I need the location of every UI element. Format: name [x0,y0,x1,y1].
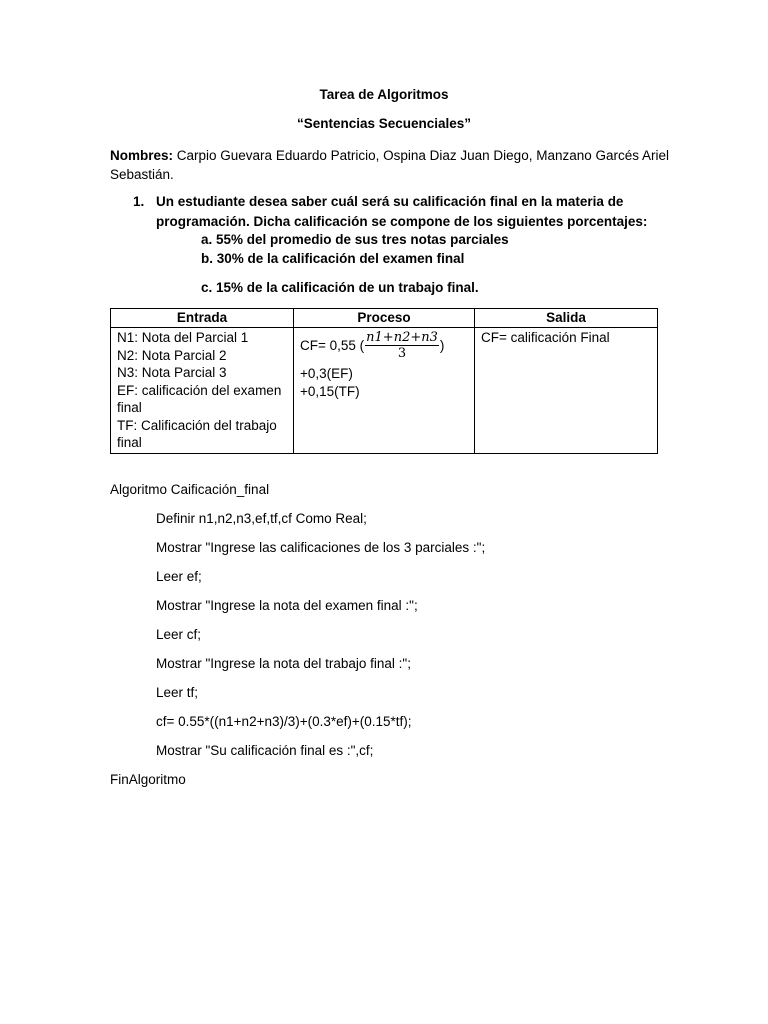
option-c: c. 15% de la calificación de un trabajo final. [201,280,479,295]
table-header-row [111,309,658,328]
entrada-item: N3: Nota Parcial 3 [117,365,227,380]
option-a: a. 55% del promedio de sus tres notas parciales [201,232,509,247]
names-paragraph [110,146,670,184]
table-row [111,328,658,454]
question-text: Un estudiante desea saber cuál será su calificación final en la materia de programación. Dicha calificación se compone de los siguientes porcentajes: [156,194,648,229]
header-entrada: Entrada [111,309,294,328]
question-number: 1. [133,194,145,209]
algorithm-line: Mostrar "Ingrese la nota del examen final :"; [156,598,418,613]
entrada-item: TF: Calificación del trabajo final [117,417,277,450]
algorithm-header: Algoritmo Caificación_final [110,482,270,497]
algorithm-line: Mostrar "Ingrese la nota del trabajo final :"; [156,656,411,671]
cell-salida: CF= calificación Final [474,328,657,454]
algorithm-line: Mostrar "Su calificación final es :",cf; [156,743,374,758]
algorithm-line: Leer cf; [156,627,202,642]
algorithm-line: Leer ef; [156,569,202,584]
header-salida: Salida [474,309,657,328]
proceso-line: +0,15(TF) [300,383,360,399]
proceso-line: +0,3(EF) [300,366,353,381]
ipo-table [110,308,658,454]
algorithm-line: Leer tf; [156,685,199,700]
fraction-numerator: n1+n2+n3 [366,330,438,345]
cell-proceso [294,328,475,454]
entrada-item: EF: calificación del examen final [117,382,282,415]
entrada-item: N1: Nota del Parcial 1 [117,330,249,345]
document-subtitle: “Sentencias Secuenciales” [296,116,472,131]
formula-suffix: ) [439,337,445,353]
entrada-item: N2: Nota Parcial 2 [117,347,227,363]
names-label: Nombres: [110,148,174,163]
names-value: Carpio Guevara Eduardo Patricio, Ospina Diaz Juan Diego, Manzano Garcés Ariel Sebastián. [110,148,670,182]
algorithm-line: Mostrar "Ingrese las calificaciones de los 3 parciales :"; [156,540,486,555]
cell-entrada [111,328,294,454]
option-b: b. 30% de la calificación del examen final [201,251,465,266]
algorithm-line: cf= 0.55*((n1+n2+n3)/3)+(0.3*ef)+(0.15*tf); [156,714,412,729]
formula-fraction [365,330,439,361]
algorithm-footer: FinAlgoritmo [110,772,186,787]
formula-prefix: CF= 0,55 ( [300,337,365,353]
document-title: Tarea de Algoritmos [319,87,449,102]
fraction-denominator: 3 [397,346,407,361]
algorithm-line: Definir n1,n2,n3,ef,tf,cf Como Real; [156,511,367,526]
header-proceso: Proceso [294,309,475,328]
formula [300,330,468,361]
